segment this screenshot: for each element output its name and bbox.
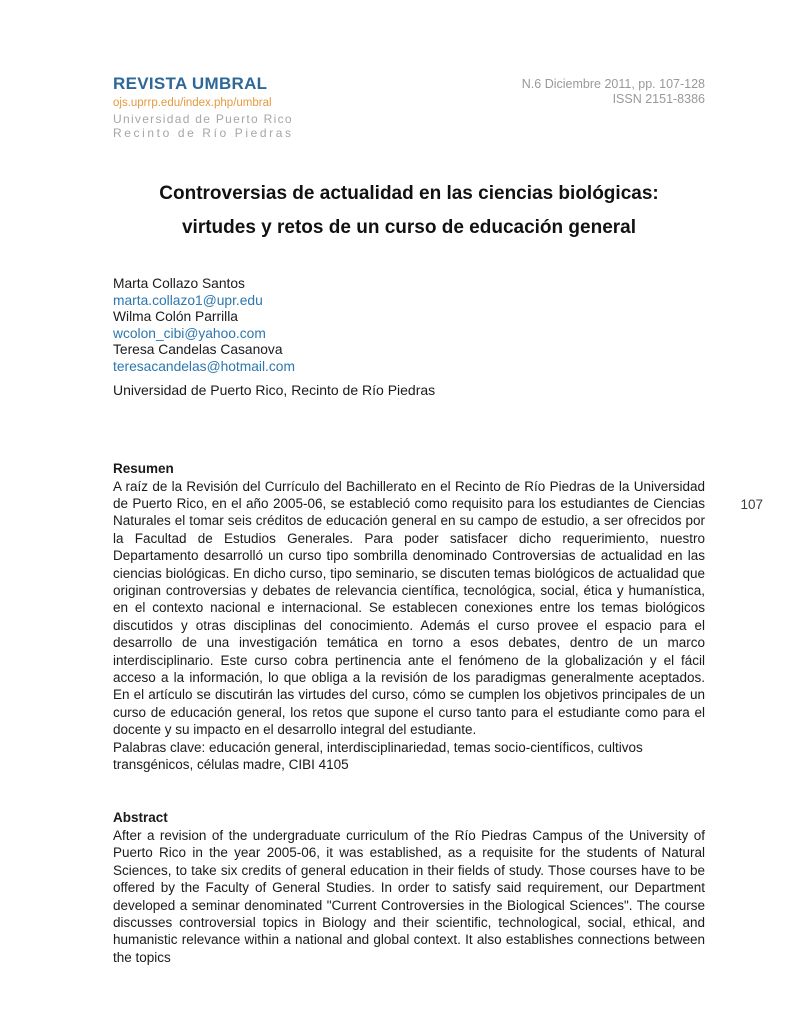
journal-url-link[interactable]: ojs.uprrp.edu/index.php/umbral [113, 97, 272, 109]
article-title-line1: Controversias de actualidad en las ciencias biológicas: [159, 183, 659, 204]
abstract-section [113, 809, 705, 966]
abstract-heading: Abstract [113, 810, 168, 826]
resumen-keywords: Palabras clave: educación general, interdisciplinariedad, temas socio-científicos, cultivos transgénicos, células madre, CIBI 4105 [113, 739, 643, 773]
journal-campus: Recinto de Río Piedras [113, 126, 294, 140]
author-name: Wilma Colón Parrilla [113, 309, 238, 325]
journal-header [113, 74, 705, 140]
issue-info: N.6 Diciembre 2011, pp. 107-128 [521, 77, 705, 91]
journal-university: Universidad de Puerto Rico [113, 112, 293, 126]
page-number: 107 [740, 497, 763, 512]
affiliation: Universidad de Puerto Rico, Recinto de Río Piedras [113, 381, 436, 398]
issn: ISSN 2151-8386 [612, 92, 705, 106]
article-title [113, 177, 705, 245]
author-email-link[interactable]: marta.collazo1@upr.edu [113, 292, 263, 308]
journal-logo [113, 74, 294, 140]
article-title-line2: virtudes y retos de un curso de educación general [181, 217, 637, 238]
author-name: Marta Collazo Santos [113, 276, 245, 291]
resumen-section [113, 460, 705, 773]
page-content [113, 74, 705, 966]
journal-name: REVISTA UMBRAL [113, 74, 268, 93]
author-email-link[interactable]: teresacandelas@hotmail.com [113, 358, 295, 374]
authors-block [113, 276, 705, 398]
issue-info-block [522, 74, 705, 107]
abstract-body: After a revision of the undergraduate curriculum of the Río Piedras Campus of the University of Puerto Rico in the year 2005-06, it was established, as a requisite for the students of Natural Sciences, to take six credits of general education in their fields of study. Those courses have to be offered by the Faculty of General Studies. In order to satisfy said requirement, our Department developed a seminar denominated "Current Controversies in the Biological Sciences". The course discusses controversial topics in Biology and their scientific, technological, social, ethical, and humanistic relevance within a national and global context. It also establishes connections between the topics [113, 827, 705, 965]
resumen-body: A raíz de la Revisión del Currículo del Bachillerato en el Recinto de Río Piedras de la Universidad de Puerto Rico, en el año 2005-06, se estableció como requisito para los estudiantes de Ciencias Naturales el tomar seis créditos de educación general en su campo de estudio, a ser ofrecidos por la Facultad de Estudios Generales. Para poder satisfacer dicho requerimiento, nuestro Departamento desarrolló un curso tipo sombrilla denominado Controversias de actualidad en las ciencias biológicas. En dicho curso, tipo seminario, se discuten temas biológicos de actualidad que originan controversias y debates de relevancia científica, tecnológica, social, ética y humanística, en el contexto nacional e internacional. Se establecen conexiones entre los temas biológicos discutidos y otras disciplinas del conocimiento. Además el curso provee el espacio para el desarrollo de una investigación temática en torno a esos debates, dentro de un marco interdisciplinario. Este curso cobra pertinencia ante el fenómeno de la globalización y el fácil acceso a la información, lo que obliga a la revisión de los paradigmas generalmente aceptados. En el artículo se discutirán las virtudes del curso, cómo se cumplen los objetivos principales de un curso de educación general, los retos que supone el curso tanto para el estudiante como para el docente y su impacto en el desarrollo integral del estudiante. [113, 478, 705, 738]
resumen-heading: Resumen [113, 461, 174, 477]
author-email-link[interactable]: wcolon_cibi@yahoo.com [113, 325, 266, 341]
author-name: Teresa Candelas Casanova [113, 342, 283, 358]
